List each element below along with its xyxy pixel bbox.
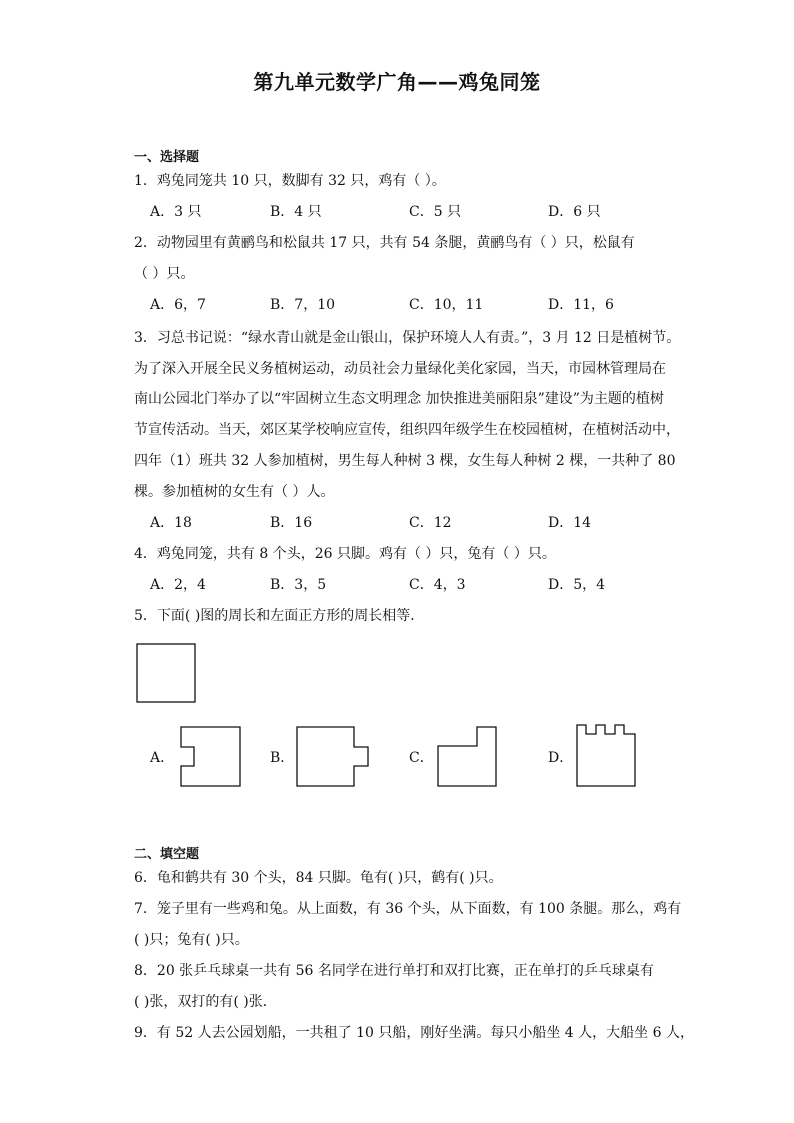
question-2-option-c[interactable]: C．10，11	[409, 297, 484, 313]
question-2-option-a[interactable]: A．6，7	[150, 297, 206, 313]
question-8-line-1: 8．20 张乒乓球桌一共有 56 名同学在进行单打和双打比赛，正在单打的乒乓球桌有	[134, 963, 654, 979]
question-2-line-1: 2．动物园里有黄鹂鸟和松鼠共 17 只，共有 54 条腿，黄鹂鸟有（ ）只，松鼠有	[134, 235, 635, 251]
question-1-option-a[interactable]: A．3 只	[150, 204, 202, 220]
reference-square-figure	[136, 643, 198, 705]
question-2-option-d[interactable]: D．11，6	[548, 297, 614, 313]
section-heading-fill-blank: 二、填空题	[134, 847, 200, 862]
option-b-shape	[297, 727, 368, 786]
option-b-figure[interactable]	[296, 726, 374, 788]
question-1-option-b[interactable]: B．4 只	[270, 204, 322, 220]
question-4-option-c[interactable]: C．4，3	[409, 577, 466, 593]
question-5-option-d-label[interactable]: D．	[548, 750, 574, 766]
question-7-line-2: ( )只；兔有( )只。	[134, 932, 249, 948]
option-d-figure[interactable]	[576, 724, 638, 788]
question-2-option-b[interactable]: B．7，10	[270, 297, 336, 313]
question-5-option-a-label[interactable]: A．	[150, 750, 175, 766]
question-3-line-5: 四年（1）班共 32 人参加植树，男生每人种树 3 棵，女生每人种树 2 棵，一共种了 80	[134, 453, 676, 469]
reference-square	[137, 644, 195, 702]
question-1-text: 1．鸡兔同笼共 10 只，数脚有 32 只，鸡有（ ）。	[134, 173, 446, 189]
option-a-shape	[181, 727, 240, 786]
question-3-option-c[interactable]: C．12	[409, 515, 452, 531]
option-a-figure[interactable]	[180, 726, 244, 788]
question-5-text: 5．下面( )图的周长和左面正方形的周长相等．	[134, 608, 425, 624]
question-4-option-b[interactable]: B．3，5	[270, 577, 327, 593]
question-3-line-3: 南山公园北门举办了以“牢固树立生态文明理念 加快推进美丽阳泉”建设”为主题的植树	[134, 391, 664, 407]
question-1-option-c[interactable]: C．5 只	[409, 204, 462, 220]
question-3-option-d[interactable]: D．14	[548, 515, 592, 531]
question-3-line-6: 棵。参加植树的女生有（ ）人。	[134, 484, 335, 500]
page-title: 第九单元数学广角——鸡兔同笼	[253, 70, 541, 94]
section-heading-choice: 一、选择题	[134, 150, 200, 165]
option-c-shape	[438, 727, 496, 786]
question-3-line-4: 节宣传活动。当天，郊区某学校响应宣传，组织四年级学生在校园植树，在植树活动中，	[134, 422, 680, 438]
question-9-text: 9．有 52 人去公园划船，一共租了 10 只船，刚好坐满。每只小船坐 4 人，大船坐 6 人，	[134, 1025, 694, 1041]
question-4-option-d[interactable]: D．5，4	[548, 577, 606, 593]
question-4-option-a[interactable]: A．2，4	[150, 577, 206, 593]
question-6-text: 6．龟和鹤共有 30 个头，84 只脚。龟有( )只，鹤有( )只。	[134, 870, 503, 886]
question-7-line-1: 7．笼子里有一些鸡和兔。从上面数，有 36 个头，从下面数，有 100 条腿。那么，鸡有	[134, 901, 682, 917]
option-d-shape	[577, 725, 635, 786]
question-1-option-d[interactable]: D．6 只	[548, 204, 601, 220]
question-3-line-1: 3．习总书记说：“绿水青山就是金山银山，保护环境人人有责。”，3 月 12 日是植树节。	[134, 330, 681, 346]
question-3-option-b[interactable]: B．16	[270, 515, 313, 531]
question-3-option-a[interactable]: A．18	[150, 515, 192, 531]
question-8-line-2: ( )张，双打的有( )张．	[134, 994, 277, 1010]
question-5-option-c-label[interactable]: C．	[409, 750, 434, 766]
question-3-line-2: 为了深入开展全民义务植树运动，动员社会力量绿化美化家园，当天，市园林管理局在	[134, 361, 666, 377]
question-5-option-b-label[interactable]: B．	[270, 750, 295, 766]
option-c-figure[interactable]	[437, 726, 499, 788]
question-4-text: 4．鸡兔同笼，共有 8 个头，26 只脚。鸡有（ ）只，兔有（ ）只。	[134, 546, 556, 562]
question-2-line-2: （ ）只。	[134, 266, 195, 282]
